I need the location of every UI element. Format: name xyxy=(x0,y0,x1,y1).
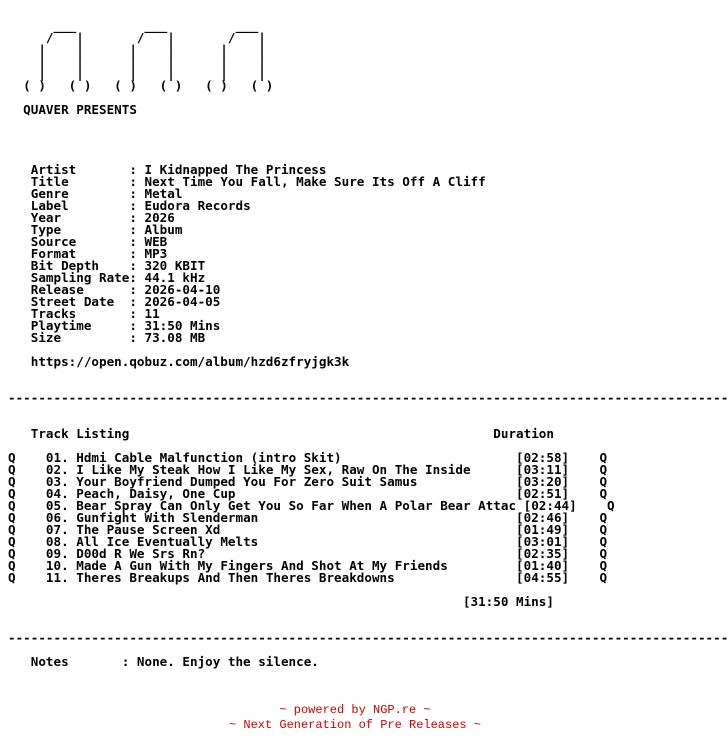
info-colon: : xyxy=(129,294,145,309)
info-label: Size xyxy=(8,330,130,345)
track-duration: [03:11] xyxy=(508,462,570,477)
track-edge-left: Q xyxy=(8,498,16,513)
track-title: Your Boyfriend Dumped You For Zero Suit Samus xyxy=(76,474,509,489)
info-value: 2026-04-05 xyxy=(144,294,221,309)
info-value: MP3 xyxy=(144,246,168,261)
info-value: 44.1 kHz xyxy=(144,270,206,285)
info-value: 320 KBIT xyxy=(144,258,206,273)
info-label: Title xyxy=(8,174,130,189)
track-duration: [04:55] xyxy=(508,570,570,585)
track-duration: [03:20] xyxy=(508,474,570,489)
info-label: Artist xyxy=(8,162,130,177)
info-colon: : xyxy=(129,222,145,237)
info-value: Metal xyxy=(144,186,183,201)
info-value: WEB xyxy=(144,234,168,249)
total-duration-line xyxy=(8,596,728,608)
info-value: 2026 xyxy=(144,210,175,225)
track-number: 03. xyxy=(15,474,77,489)
track-number: 11. xyxy=(15,570,77,585)
album-url[interactable]: https://open.qobuz.com/album/hzd6zfryjgk3k xyxy=(30,354,350,369)
track-duration: [01:40] xyxy=(508,558,570,573)
track-title: Bear Spray Can Only Get You So Far When A Polar Bear Attac xyxy=(76,498,517,513)
info-colon: : xyxy=(129,306,145,321)
info-row xyxy=(8,332,728,344)
info-label: Street Date xyxy=(8,294,130,309)
track-number: 06. xyxy=(15,510,77,525)
info-label: Bit Depth xyxy=(8,258,130,273)
track-title: Theres Breakups And Then Theres Breakdowns xyxy=(76,570,509,585)
track-title: Gunfight With Slenderman xyxy=(76,510,509,525)
track-edge-left: Q xyxy=(8,474,16,489)
track-edge-right: Q xyxy=(569,558,608,573)
track-edge-right: Q xyxy=(569,462,608,477)
track-edge-right: Q xyxy=(569,546,608,561)
duration-label: Duration xyxy=(493,426,554,441)
info-colon: : xyxy=(129,246,145,261)
info-value: 73.08 MB xyxy=(144,330,206,345)
track-title: Peach, Daisy, One Cup xyxy=(76,486,509,501)
track-edge-right: Q xyxy=(576,498,615,513)
track-number: 05. xyxy=(15,498,77,513)
logo-line-2: ___ ___ ___ xyxy=(8,18,259,33)
info-label: Format xyxy=(8,246,130,261)
info-colon: : xyxy=(129,270,145,285)
track-row xyxy=(8,572,728,584)
track-duration: [01:49] xyxy=(508,522,570,537)
info-colon: : xyxy=(129,162,145,177)
track-edge-right: Q xyxy=(569,534,608,549)
track-number: 10. xyxy=(15,558,77,573)
track-edge-right: Q xyxy=(569,570,608,585)
info-colon: : xyxy=(129,282,145,297)
info-label: Source xyxy=(8,234,130,249)
notes-line xyxy=(8,656,728,668)
track-duration: [02:51] xyxy=(508,486,570,501)
info-label: Label xyxy=(8,198,130,213)
logo-line-5: | | | | | | xyxy=(8,54,266,69)
notes-value: None. Enjoy the silence. xyxy=(136,654,319,669)
track-duration: [02:58] xyxy=(508,450,570,465)
track-edge-left: Q xyxy=(8,450,16,465)
info-colon: : xyxy=(129,258,145,273)
blank-line xyxy=(8,140,728,152)
footer-powered-by: ~ powered by NGP.re ~ xyxy=(279,703,431,717)
track-edge-right: Q xyxy=(569,450,608,465)
track-duration: [02:35] xyxy=(508,546,570,561)
presenter-line: QUAVER PRESENTS xyxy=(8,102,137,117)
track-edge-right: Q xyxy=(569,486,608,501)
info-value: 31:50 Mins xyxy=(144,318,221,333)
separator-bottom: ----------------------------------------------------------------------------------------------- xyxy=(8,630,728,645)
track-number: 01. xyxy=(15,450,77,465)
info-colon: : xyxy=(129,318,145,333)
track-edge-right: Q xyxy=(569,474,608,489)
footer-tagline: ~ Next Generation of Pre Releases ~ xyxy=(228,718,482,732)
nfo-text-block xyxy=(8,8,728,668)
track-list xyxy=(8,452,728,584)
track-title: The Pause Screen Xd xyxy=(76,522,509,537)
info-label: Sampling Rate xyxy=(8,270,130,285)
blank-line xyxy=(8,404,728,416)
track-duration: [03:01] xyxy=(508,534,570,549)
track-edge-right: Q xyxy=(569,510,608,525)
blank-line xyxy=(8,608,728,620)
track-number: 08. xyxy=(15,534,77,549)
logo-line-3: / | / | / | xyxy=(8,30,266,45)
logo-line-6: | | | | | | xyxy=(8,66,266,81)
track-edge-left: Q xyxy=(8,558,16,573)
track-number: 02. xyxy=(15,462,77,477)
info-value: Next Time You Fall, Make Sure Its Off A Cliff xyxy=(144,174,486,189)
info-label: Year xyxy=(8,210,130,225)
info-colon: : xyxy=(129,174,145,189)
info-value: Album xyxy=(144,222,183,237)
album-url-line xyxy=(8,356,728,368)
track-edge-right: Q xyxy=(569,522,608,537)
track-listing-label: Track Listing xyxy=(8,426,130,441)
track-edge-left: Q xyxy=(8,522,16,537)
track-edge-left: Q xyxy=(8,510,16,525)
info-value: 11 xyxy=(144,306,160,321)
blank-line xyxy=(8,368,728,380)
track-number: 09. xyxy=(15,546,77,561)
track-title: Hdmi Cable Malfunction (intro Skit) xyxy=(76,450,509,465)
info-value: I Kidnapped The Princess xyxy=(144,162,327,177)
blank-line xyxy=(8,128,728,140)
spacer xyxy=(129,426,493,441)
notes-label: Notes xyxy=(8,654,122,669)
track-title: All Ice Eventually Melts xyxy=(76,534,509,549)
info-colon: : xyxy=(129,198,145,213)
footer-credits xyxy=(0,703,710,733)
total-duration: [31:50 Mins] xyxy=(462,594,554,609)
spacer xyxy=(8,594,463,609)
track-edge-left: Q xyxy=(8,570,16,585)
info-colon: : xyxy=(129,330,145,345)
info-colon: : xyxy=(129,186,145,201)
info-colon: : xyxy=(129,210,145,225)
logo-line-4: | | | | | | xyxy=(8,42,266,57)
info-label: Genre xyxy=(8,186,130,201)
info-value: Eudora Records xyxy=(144,198,251,213)
logo-line-7: ( ) ( ) ( ) ( ) ( ) ( ) xyxy=(8,78,274,93)
track-duration: [02:46] xyxy=(508,510,570,525)
track-edge-left: Q xyxy=(8,546,16,561)
track-edge-left: Q xyxy=(8,462,16,477)
track-duration: [02:44] xyxy=(516,498,577,513)
track-title: D00d R We Srs Rn? xyxy=(76,546,509,561)
track-number: 07. xyxy=(15,522,77,537)
separator-top: ----------------------------------------------------------------------------------------------- xyxy=(8,390,728,405)
info-label: Playtime xyxy=(8,318,130,333)
track-title: Made A Gun With My Fingers And Shot At My Friends xyxy=(76,558,509,573)
track-listing-header xyxy=(8,428,728,440)
blank-line xyxy=(8,116,728,128)
info-label: Type xyxy=(8,222,130,237)
track-number: 04. xyxy=(15,486,77,501)
info-label: Tracks xyxy=(8,306,130,321)
track-title: I Like My Steak How I Like My Sex, Raw On The Inside xyxy=(76,462,509,477)
info-colon: : xyxy=(129,234,145,249)
info-value: 2026-04-10 xyxy=(144,282,221,297)
track-edge-left: Q xyxy=(8,486,16,501)
release-info-block xyxy=(8,164,728,344)
info-label: Release xyxy=(8,282,130,297)
track-edge-left: Q xyxy=(8,534,16,549)
notes-colon: : xyxy=(121,654,137,669)
